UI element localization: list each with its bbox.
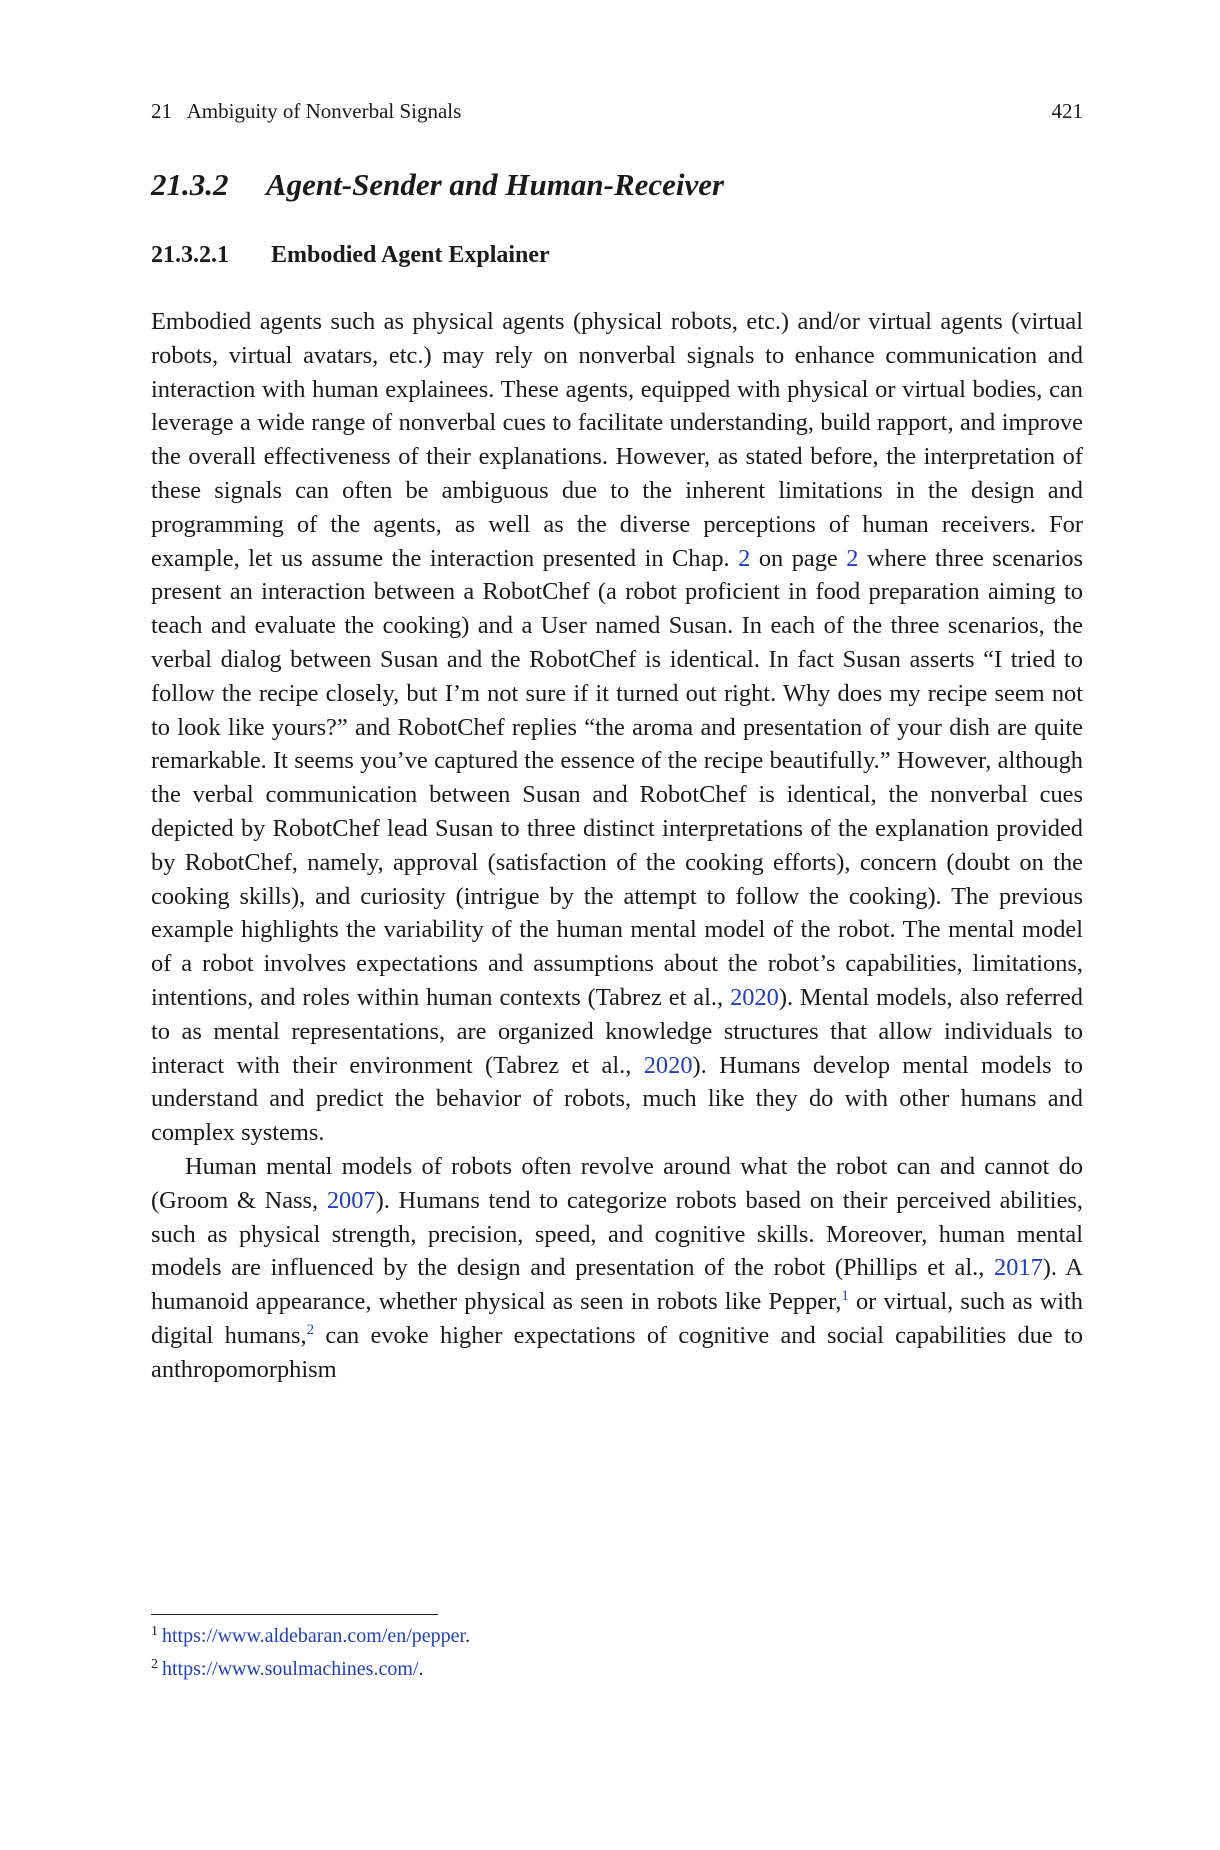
citation-link-tabrez-1[interactable]: 2020 <box>730 983 779 1011</box>
section-number: 21.3.2 <box>151 167 229 202</box>
body-text <box>151 305 1083 1387</box>
subsection-title: Embodied Agent Explainer <box>271 242 550 268</box>
paragraph-1-text-a: Embodied agents such as physical agents (physical robots, etc.) and/or virtual agents (virtual robots, virtual avatars, etc.) may rely on nonverbal signals to enhance communication and interaction with human explainees. These agents, equipped with physical or virtual bodies, can leverage a wide range of nonverbal cues to facilitate understanding, build rapport, and improve the overall effectiveness of their explanations. However, as stated before, the interpretation of these signals can often be ambiguous due to the inherent limitations in the design and programming of the agents, as well as the diverse perceptions of human receivers. For example, let us assume the interaction presented in Chap. <box>151 308 1083 572</box>
section-heading <box>151 166 1083 204</box>
page-link[interactable]: 2 <box>846 544 859 572</box>
paragraph-2 <box>151 1150 1083 1387</box>
footnotes <box>151 1620 1083 1686</box>
paragraph-1-text-b: on page <box>750 544 847 572</box>
footnote-1 <box>151 1620 1083 1653</box>
paragraph-1 <box>151 305 1083 1150</box>
paragraph-1-text-c: where three scenarios present an interaction between a RobotChef (a robot proficient in food preparation aiming to teach and evaluate the cooking) and a User named Susan. In each of the three scenarios, the verbal dialog between Susan and the RobotChef is identical. In fact Susan asserts “I tried to follow the recipe closely, but I’m not sure if it turned out right. Why does my recipe seem not to look like yours?” and RobotChef replies “the aroma and presentation of your dish are quite remarkable. It seems you’ve captured the essence of the recipe beautifully.” However, although the verbal communication between Susan and RobotChef is identical, the nonverbal cues depicted by RobotChef lead Susan to three distinct interpretations of the explanation provided by RobotChef, namely, approval (satisfaction of the cooking efforts), concern (doubt on the cooking skills), and curiosity (intrigue by the attempt to follow the cooking). The previous example highlights the variability of the human mental model of the robot. The mental model of a robot involves expectations and assumptions about the robot’s capabilities, limitations, intentions, and roles within human contexts (Tabrez et al., <box>151 544 1084 1011</box>
paragraph-2-text-c: ). A humanoid appearance, whether physical as seen in robots like Pepper, <box>151 1254 1083 1316</box>
citation-link-tabrez-2[interactable]: 2020 <box>643 1051 693 1079</box>
paragraph-2-text-e: can evoke higher expectations of cognitive and social capabilities due to anthropomorphism <box>151 1321 1083 1383</box>
citation-link-groom[interactable]: 2007 <box>326 1186 376 1214</box>
footnote-ref-1[interactable]: 1 <box>841 1288 849 1305</box>
page-number: 421 <box>1051 99 1083 123</box>
paragraph-2-text-b: ). Humans tend to categorize robots based on their perceived abilities, such as physical strength, precision, speed, and cognitive skills. Moreover, human mental models are influenced by the design and presentation of the robot (Phillips et al., <box>151 1186 1083 1282</box>
footnote-2-trail: . <box>418 1658 424 1680</box>
footnote-1-trail: . <box>465 1625 471 1647</box>
footnote-2-mark: 2 <box>151 1657 158 1672</box>
section-title: Agent-Sender and Human-Receiver <box>266 167 725 202</box>
footnote-divider <box>151 1614 438 1615</box>
footnote-2-link[interactable]: https://www.soulmachines.com/ <box>162 1658 419 1680</box>
paragraph-1-text-d: ). Mental models, also referred to as mental representations, are organized knowledge structures that allow individuals to interact with their environment (Tabrez et al., <box>151 983 1084 1079</box>
footnote-1-link[interactable]: https://www.aldebaran.com/en/pepper <box>162 1625 466 1647</box>
footnote-1-mark: 1 <box>151 1624 158 1639</box>
paragraph-1-text-e: ). Humans develop mental models to understand and predict the behavior of robots, much like they do with other humans and complex systems. <box>151 1051 1084 1147</box>
footnote-2 <box>151 1653 1083 1686</box>
paragraph-2-text-a: Human mental models of robots often revolve around what the robot can and cannot do (Groom & Nass, <box>151 1152 1083 1214</box>
citation-link-phillips[interactable]: 2017 <box>994 1254 1043 1282</box>
subsection-heading <box>151 240 1083 270</box>
chapter-link[interactable]: 2 <box>738 544 751 572</box>
paragraph-2-text-d: or virtual, such as with digital humans, <box>151 1288 1083 1349</box>
subsection-number: 21.3.2.1 <box>151 242 229 268</box>
running-head-chapter: 21 Ambiguity of Nonverbal Signals <box>151 99 462 123</box>
footnote-ref-2[interactable]: 2 <box>306 1321 315 1338</box>
